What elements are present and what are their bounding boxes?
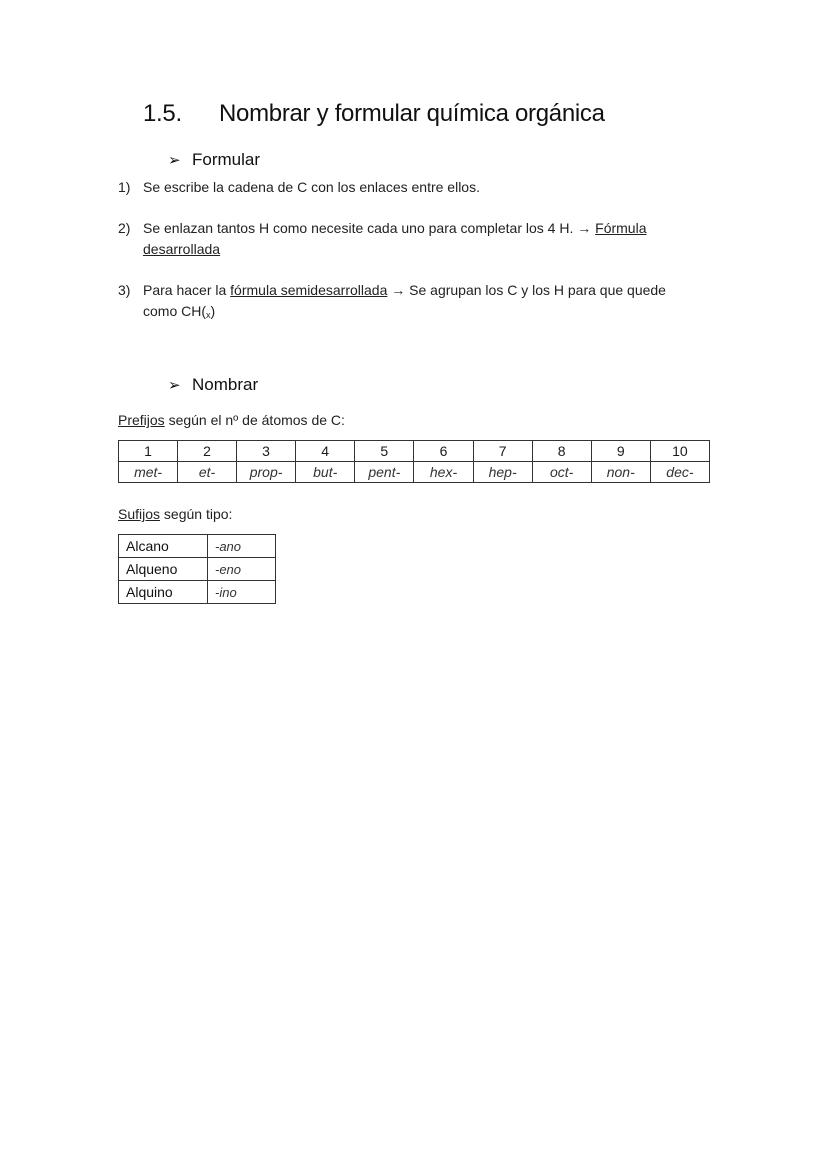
- table-row: [119, 535, 276, 558]
- list-number: 1): [118, 179, 131, 195]
- list-text-close: ): [210, 303, 216, 319]
- prefix-table: [118, 440, 710, 483]
- formula-desarrollada-term: Fórmula desarrollada: [143, 220, 647, 257]
- list-text-post: → Se agrupan los C y los H para que quede como CH(: [143, 282, 666, 319]
- table-cell: but-: [296, 462, 355, 483]
- subscript-x: x: [206, 310, 211, 320]
- list-item: [118, 218, 698, 260]
- table-cell: 9: [591, 441, 650, 462]
- sufijos-label-rest: según tipo:: [160, 506, 233, 522]
- list-item: [118, 280, 698, 326]
- sufijos-label: [118, 506, 232, 522]
- table-cell: oct-: [532, 462, 591, 483]
- nombrar-subheading: [168, 375, 258, 395]
- table-cell: 7: [473, 441, 532, 462]
- prefijos-term: Prefijos: [118, 412, 165, 428]
- prefijos-label: [118, 412, 345, 428]
- table-cell: 10: [650, 441, 709, 462]
- nombrar-heading: Nombrar: [192, 375, 259, 394]
- table-cell: 4: [296, 441, 355, 462]
- table-cell: et-: [178, 462, 237, 483]
- list-number: 2): [118, 220, 131, 236]
- table-cell: hep-: [473, 462, 532, 483]
- table-cell: -ino: [208, 581, 276, 604]
- table-cell: -ano: [208, 535, 276, 558]
- table-cell: 3: [236, 441, 295, 462]
- section-number: 1.5.: [143, 100, 182, 127]
- arrowhead-bullet-icon: ➢: [168, 152, 181, 169]
- table-cell: Alqueno: [119, 558, 208, 581]
- table-cell: dec-: [650, 462, 709, 483]
- table-cell: 2: [178, 441, 237, 462]
- table-cell: Alcano: [119, 535, 208, 558]
- table-cell: 6: [414, 441, 473, 462]
- table-cell: met-: [119, 462, 178, 483]
- section-title: Nombrar y formular química orgánica: [219, 100, 605, 127]
- table-cell: hex-: [414, 462, 473, 483]
- arrowhead-bullet-icon: ➢: [168, 377, 181, 394]
- formula-semidesarrollada-term: fórmula semidesarrollada: [230, 282, 388, 298]
- table-cell: 8: [532, 441, 591, 462]
- list-text-pre: Para hacer la: [143, 282, 231, 298]
- table-cell: 1: [119, 441, 178, 462]
- table-cell: Alquino: [119, 581, 208, 604]
- formular-heading: Formular: [192, 150, 261, 169]
- table-row: [119, 558, 276, 581]
- sufijos-term: Sufijos: [118, 506, 161, 522]
- table-cell: 5: [355, 441, 414, 462]
- table-row-numbers: [119, 441, 710, 462]
- list-number: 3): [118, 282, 131, 298]
- formular-subheading: [168, 150, 260, 170]
- table-row: [119, 581, 276, 604]
- prefijos-label-rest: según el nº de átomos de C:: [164, 412, 345, 428]
- list-text-pre: Se enlazan tantos H como necesite cada uno para completar los 4 H. →: [143, 220, 596, 236]
- table-cell: pent-: [355, 462, 414, 483]
- suffix-table: [118, 534, 276, 604]
- list-text: [143, 218, 698, 260]
- table-row-prefixes: [119, 462, 710, 483]
- table-cell: prop-: [236, 462, 295, 483]
- list-item: [118, 177, 698, 198]
- list-text: Se escribe la cadena de C con los enlaces entre ellos.: [143, 179, 480, 195]
- table-cell: -eno: [208, 558, 276, 581]
- section-heading: [143, 100, 605, 128]
- list-text: [143, 280, 698, 326]
- table-cell: non-: [591, 462, 650, 483]
